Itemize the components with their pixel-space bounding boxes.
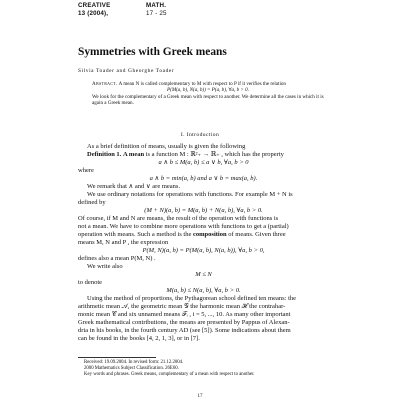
body-text-span: operation with means. Such a method is the <box>78 231 192 238</box>
body-text <box>78 143 329 343</box>
definition-label: Definition 1. <box>87 151 122 158</box>
paper-title: Symmetries with Greek means <box>78 46 227 58</box>
footnotes <box>84 360 324 378</box>
equation-1: a ∧ b ≤ M(a, b) ≤ a ∨ b, ∀a, b > 0 <box>158 159 249 166</box>
definition-term: A mean <box>122 151 145 158</box>
body-word-where: where <box>78 167 94 174</box>
body-paragraph <box>78 231 329 239</box>
page-number: 17 <box>197 394 203 399</box>
journal-volume: 13 (2004), <box>78 9 109 17</box>
body-bold-term: composition <box>193 231 227 238</box>
body-paragraph: defined by <box>78 199 106 206</box>
body-paragraph: not a mean. We have to combine more operations with functions to get a (partial) <box>78 223 289 230</box>
journal-header-right <box>146 2 167 17</box>
abstract-label: Abstract. <box>92 81 118 87</box>
footnote-divider <box>78 357 156 358</box>
equation-2: a ∧ b = min(a, b) and a ∨ b = max(a, b). <box>149 175 258 182</box>
body-paragraph: We write also <box>87 263 123 270</box>
paper-authors: Silvia Toader and Gheorghe Toader <box>78 68 175 74</box>
body-paragraph: means M, N and P , the expression <box>78 239 169 246</box>
footnote-keywords: Key words and phrases. Greek means, complementary of a mean with respect to another. <box>84 372 255 377</box>
section-heading: I. Introduction <box>180 132 220 138</box>
footnote-msc: 2000 Mathematics Subject Classification. 26E60. <box>84 366 179 371</box>
abstract-equation: P(M(a, b), N(a, b)) = P(a, b), ∀a, b > 0. <box>167 87 249 94</box>
definition <box>78 151 329 159</box>
body-paragraph: Of course, if M and N are means, the result of the operation with functions is <box>78 215 279 222</box>
equation-3: (M + N)(a, b) = M(a, b) + N(a, b), ∀a, b > 0. <box>144 207 263 214</box>
body-paragraph: As a brief definition of means, usually is given the following <box>87 143 246 150</box>
body-paragraph: can be found in the books [4, 2, 1, 3], or in [7]. <box>78 335 200 342</box>
body-paragraph: arithmetic mean 𝒜, the geometric mean 𝒢 the harmonic mean ℋ the contrahar- <box>78 303 286 310</box>
equation-5: M ≤ N <box>195 271 212 278</box>
footnote-received: Received: 19.09.2004. In revised form: 21.12.2004. <box>84 360 184 365</box>
abstract <box>92 81 324 107</box>
body-paragraph: defines also a mean P(M, N) . <box>78 255 156 262</box>
journal-name: CREATIVE <box>78 2 111 9</box>
abstract-line-1: A mean N is called complementary to M with respect to P if it verifies the relation <box>118 81 286 87</box>
body-text-span: of means. Given three <box>228 231 286 238</box>
equation-4: P(M, N)(a, b) = P(M(a, b), N(a, b)), ∀a, b > 0, <box>142 247 265 254</box>
body-paragraph: to denote <box>78 279 103 286</box>
body-paragraph: We remark that ∧ and ∨ are means. <box>87 183 181 190</box>
definition-text: is a function M : ℝ²₊ → ℝ₊ , which has the property <box>145 151 284 158</box>
body-paragraph: Greek mathematical contributions, the means are presented by Pappus of Alexan- <box>78 319 290 326</box>
body-paragraph: dria in his books, in the fourth century AD (see [5]). Some indications about them <box>78 327 291 334</box>
equation-6: M(a, b) ≤ N(a, b), ∀a, b > 0. <box>166 287 241 294</box>
body-paragraph: We use ordinary notations for operations with functions. For example M + N is <box>87 191 293 198</box>
journal-subject: MATH. <box>146 2 167 9</box>
body-paragraph: Using the method of proportions, the Pythagorean school defined ten means: the <box>87 295 297 302</box>
body-paragraph: monic mean 𝒞 and six unnamed means ℱᵢ , i = 5, ..., 10. As many other important <box>78 311 291 318</box>
journal-header-left <box>78 2 110 17</box>
journal-pages: 17 - 25 <box>146 9 167 17</box>
abstract-line-2: We look for the complementary of a Greek mean with respect to another. We determine all the cases in which it is again a Greek mean. <box>92 93 324 107</box>
